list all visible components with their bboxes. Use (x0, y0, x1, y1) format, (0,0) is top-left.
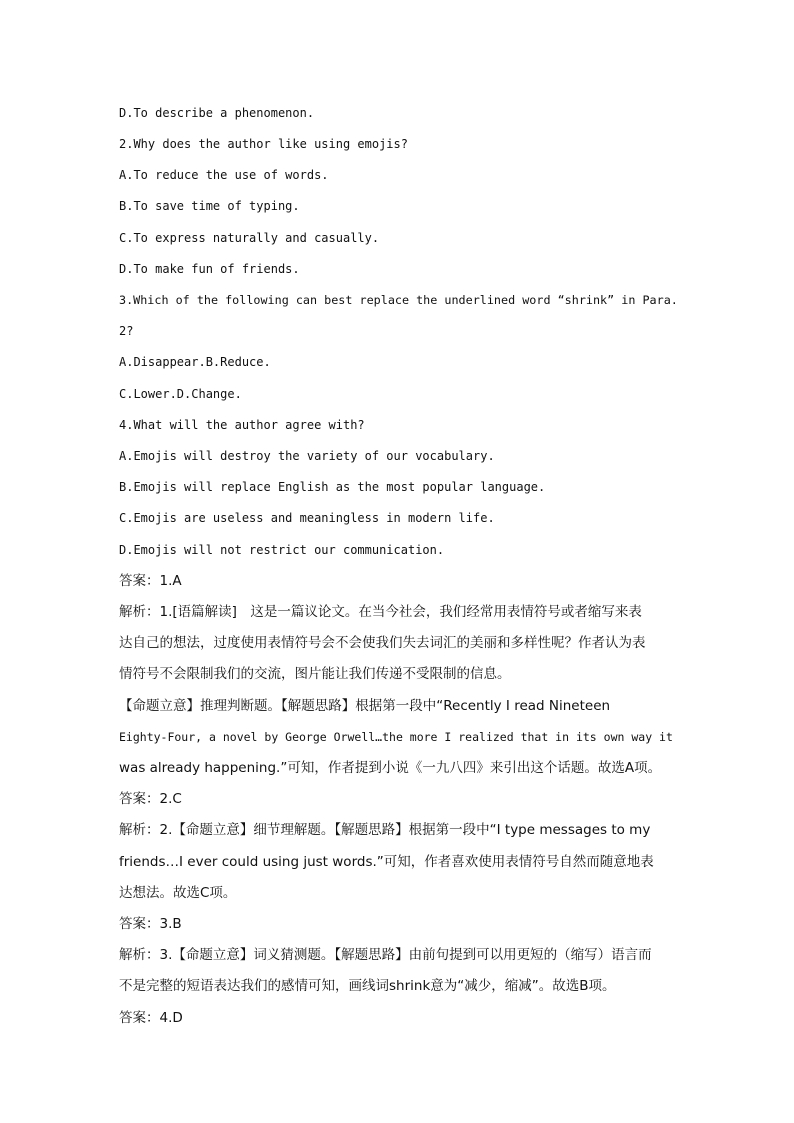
analysis-1-line6: was already happening.”可知，作者提到小说《一九八四》来引出这个话题。故选A项。 (119, 760, 662, 776)
analysis-3-line2: 不是完整的短语表达我们的感情可知，画线词shrink意为“减少，缩减”。故选B项。 (119, 978, 616, 994)
option-1d: D.To describe a phenomenon. (119, 106, 315, 120)
answer-4: 答案：4.D (119, 1010, 183, 1026)
option-4d: D.Emojis will not restrict our communication. (119, 543, 445, 557)
option-2b: B.To save time of typing. (119, 199, 300, 213)
analysis-1-line4: 【命题立意】推理判断题。【解题思路】根据第一段中“Recently I read Nineteen (119, 698, 611, 714)
question-3: 3.Which of the following can best replace the underlined word “shrink” in Para. (119, 293, 678, 307)
analysis-2-line1: 解析：2.【命题立意】细节理解题。【解题思路】根据第一段中“I type messages to my (119, 822, 651, 838)
option-2a: A.To reduce the use of words. (119, 168, 329, 182)
analysis-2-line3: 达想法。故选C项。 (119, 885, 237, 901)
option-2c: C.To express naturally and casually. (119, 231, 380, 245)
option-2d: D.To make fun of friends. (119, 262, 300, 276)
question-4: 4.What will the author agree with? (119, 418, 365, 432)
answer-3: 答案：3.B (119, 916, 182, 932)
option-3ab: A.Disappear.B.Reduce. (119, 355, 271, 369)
option-3cd: C.Lower.D.Change. (119, 387, 242, 401)
analysis-3-line1: 解析：3.【命题立意】词义猜测题。【解题思路】由前句提到可以用更短的（缩写）语言而 (119, 947, 652, 963)
analysis-1-line5: Eighty-Four, a novel by George Orwell…the more I realized that in its own way it (119, 730, 673, 744)
question-3-cont: 2? (119, 324, 134, 338)
option-4b: B.Emojis will replace English as the most popular language. (119, 480, 546, 494)
answer-2: 答案：2.C (119, 791, 182, 807)
analysis-1-line1: 解析：1.[语篇解读] 这是一篇议论文。在当今社会，我们经常用表情符号或者缩写来表 (119, 604, 642, 620)
question-2: 2.Why does the author like using emojis? (119, 137, 408, 151)
analysis-1-line2: 达自己的想法，过度使用表情符号会不会使我们失去词汇的美丽和多样性呢？作者认为表 (119, 635, 646, 651)
option-4a: A.Emojis will destroy the variety of our vocabulary. (119, 449, 495, 463)
analysis-1-line3: 情符号不会限制我们的交流，图片能让我们传递不受限制的信息。 (119, 666, 511, 682)
answer-1: 答案：1.A (119, 573, 182, 589)
option-4c: C.Emojis are useless and meaningless in modern life. (119, 511, 495, 525)
analysis-2-line2: friends…I ever could using just words.”可知，作者喜欢使用表情符号自然而随意地表 (119, 854, 654, 870)
